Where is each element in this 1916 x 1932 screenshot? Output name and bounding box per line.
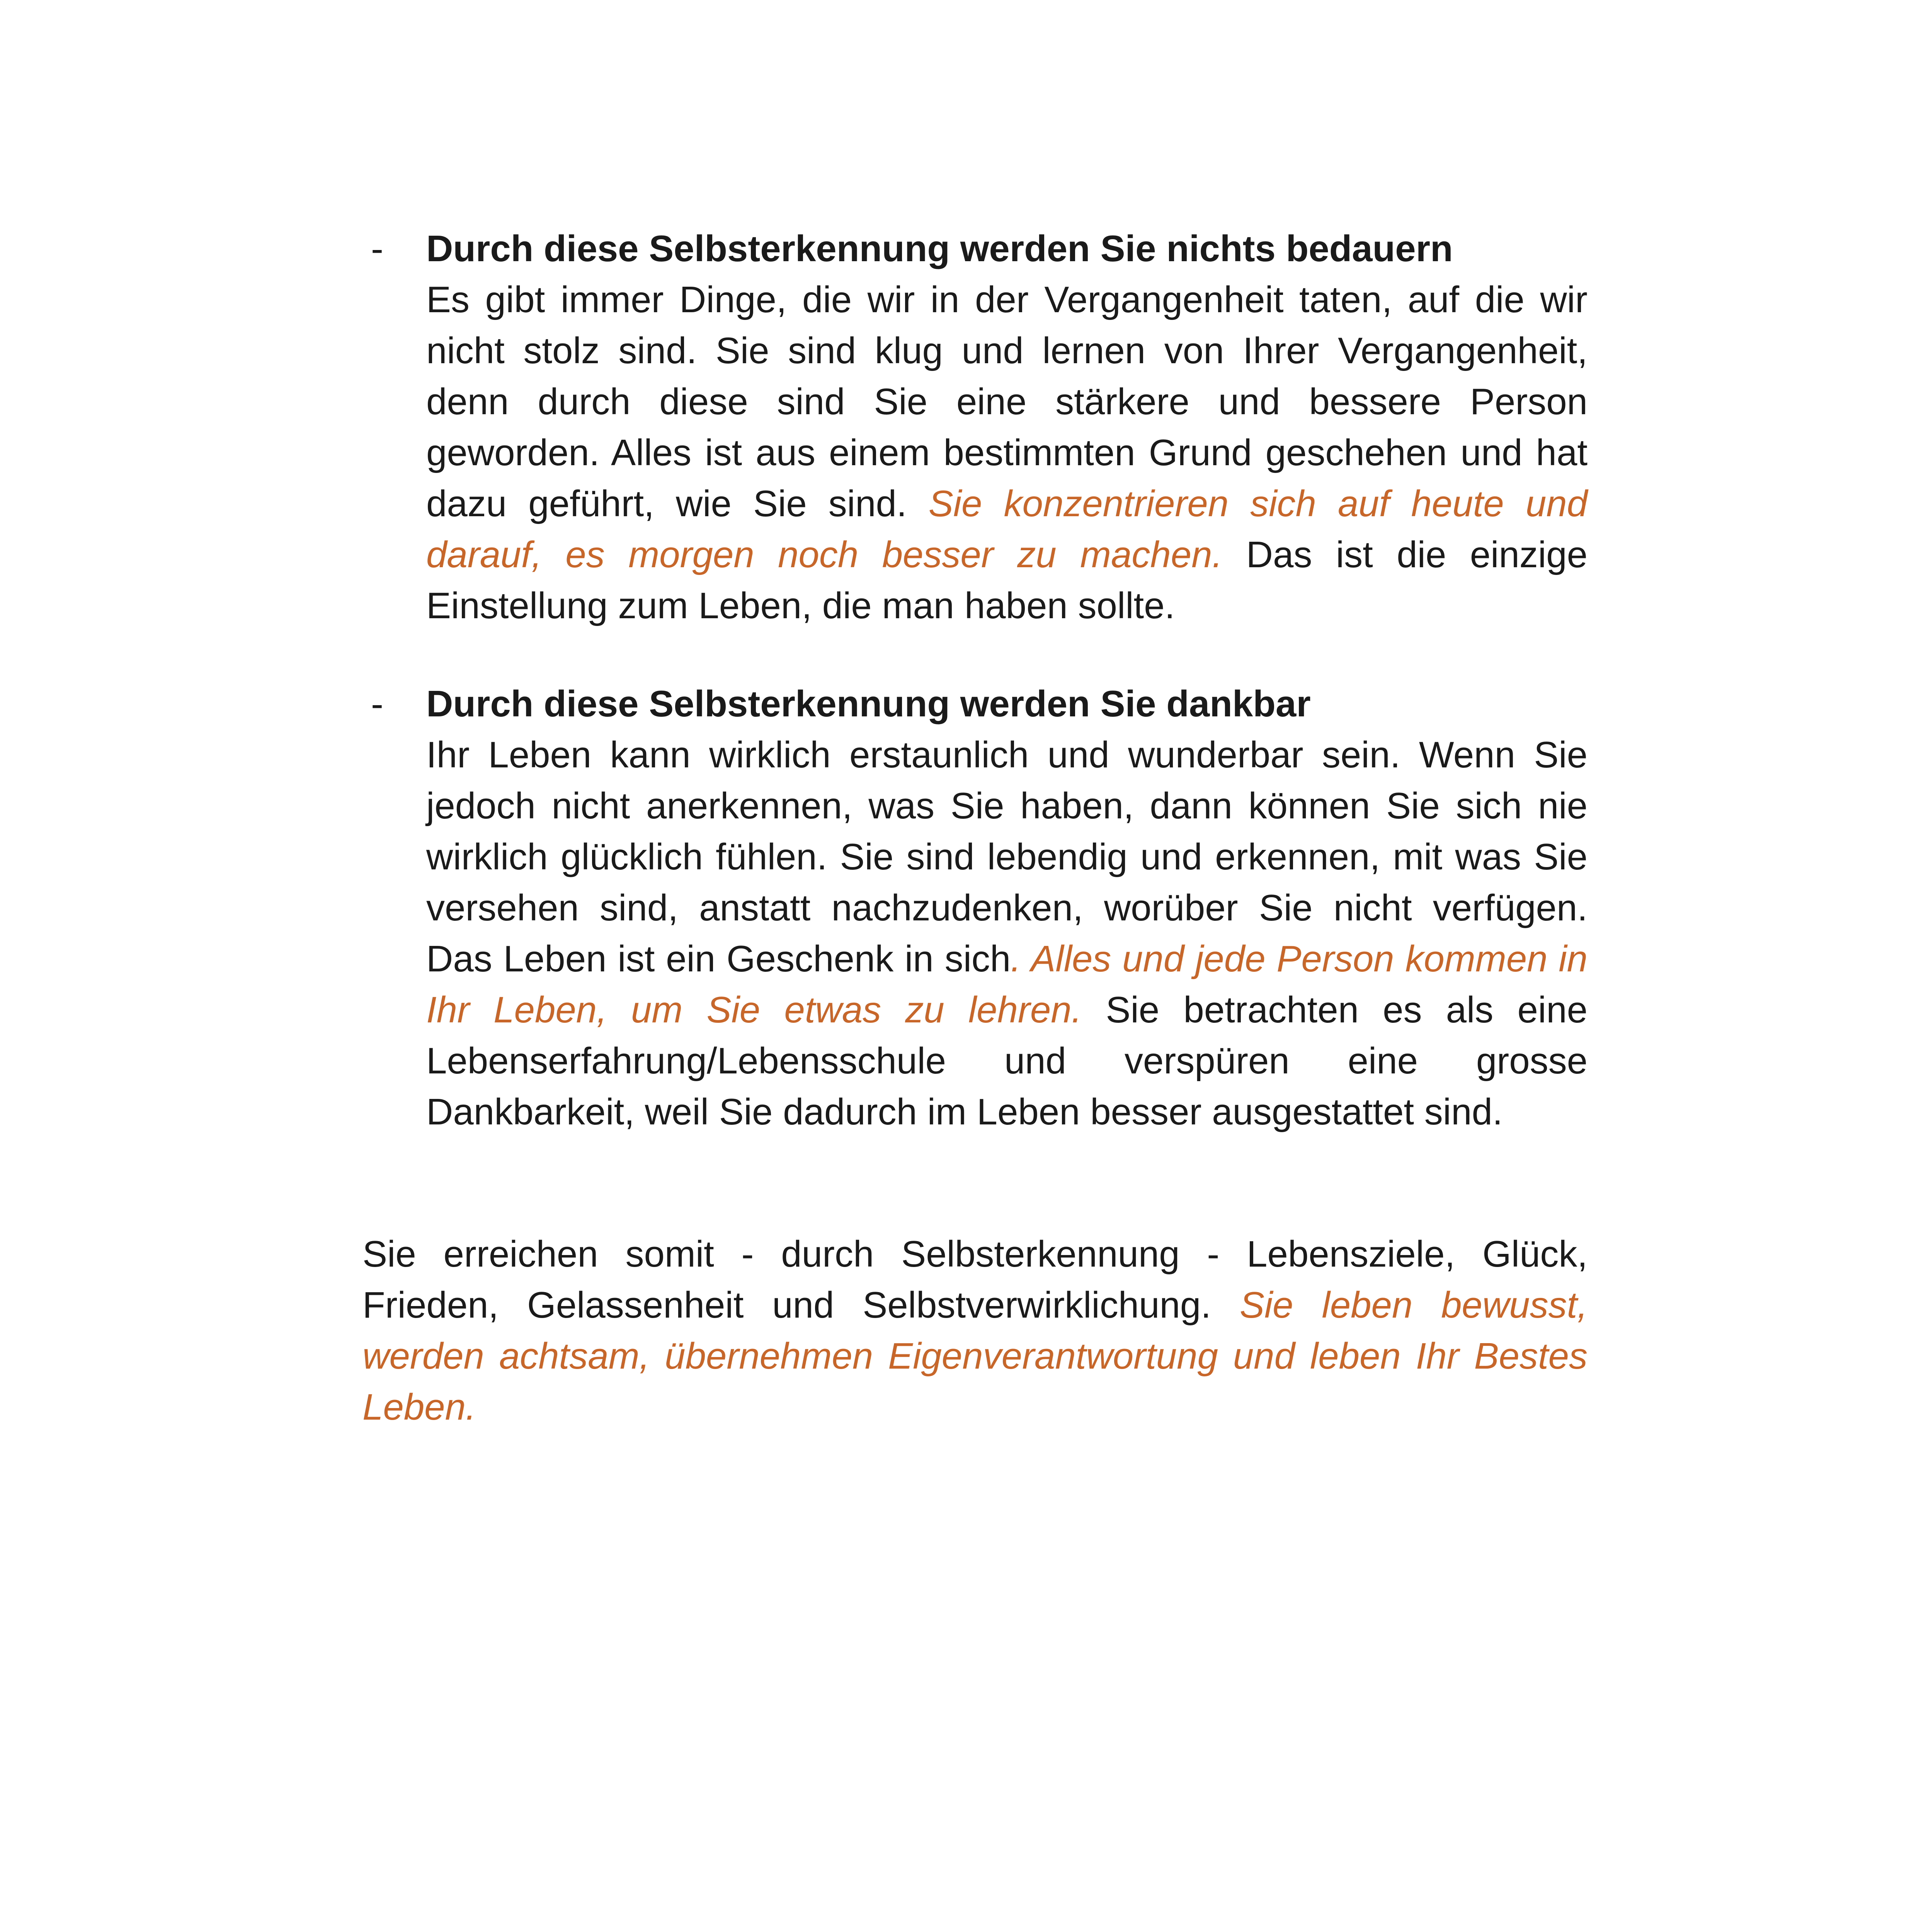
section-heading: Durch diese Selbsterkennung werden Sie dankbar [426,683,1311,724]
section-dankbar [362,679,1588,1138]
bullet-dash: - [371,228,383,269]
section-body-text: Ihr Leben kann wirklich erstaunlich und wunderbar sein. Wenn Sie jedoch nicht anerkennen, was Sie haben, dann können Sie sich nie wirklich glücklich fühlen. Sie sind lebendig und erkennen, mit was Sie versehen sind, anstatt nachzudenken, worüber Sie nicht verfügen. Das Leben ist ein Geschenk in sich [426,734,1588,980]
section-body-text-end: Sie betrachten es als eine Lebenserfahrung/Lebensschule und verspüren eine grosse Dankbarkeit, weil Sie dadurch im Leben besser ausgestattet sind. [426,989,1588,1133]
section-heading: Durch diese Selbsterkennung werden Sie nichts bedauern [426,228,1453,269]
closing-text: Sie erreichen somit - durch Selbsterkennung - Lebensziele, Glück, Frieden, Gelassenheit und Selbstverwirklichung. [362,1233,1588,1326]
section-content [426,679,1588,1138]
closing-paragraph [362,1229,1588,1433]
section-body-text: Es gibt immer Dinge, die wir in der Vergangenheit taten, auf die wir nicht stolz sind. Sie sind klug und lernen von Ihrer Vergangenheit, denn durch diese sind Sie eine stärkere und bessere Person geworden. Alles ist aus einem bestimmten Grund geschehen und hat dazu geführt, wie Sie sind. [426,279,1588,524]
section-content [426,223,1588,631]
section-highlight-text: . Alles und jede Person kommen in Ihr Leben, um Sie etwas zu lehren. [426,938,1588,1031]
section-nichts-bedauern [362,223,1588,631]
section-highlight-text: Sie konzentrieren sich auf heute und darauf, es morgen noch besser zu machen. [426,483,1588,575]
closing-highlight-text: Sie leben bewusst, werden achtsam, übernehmen Eigenverantwortung und leben Ihr Bestes Leben. [362,1284,1588,1428]
bullet-dash: - [371,683,383,724]
section-body-text-end: Das ist die einzige Einstellung zum Leben, die man haben sollte. [426,534,1588,626]
